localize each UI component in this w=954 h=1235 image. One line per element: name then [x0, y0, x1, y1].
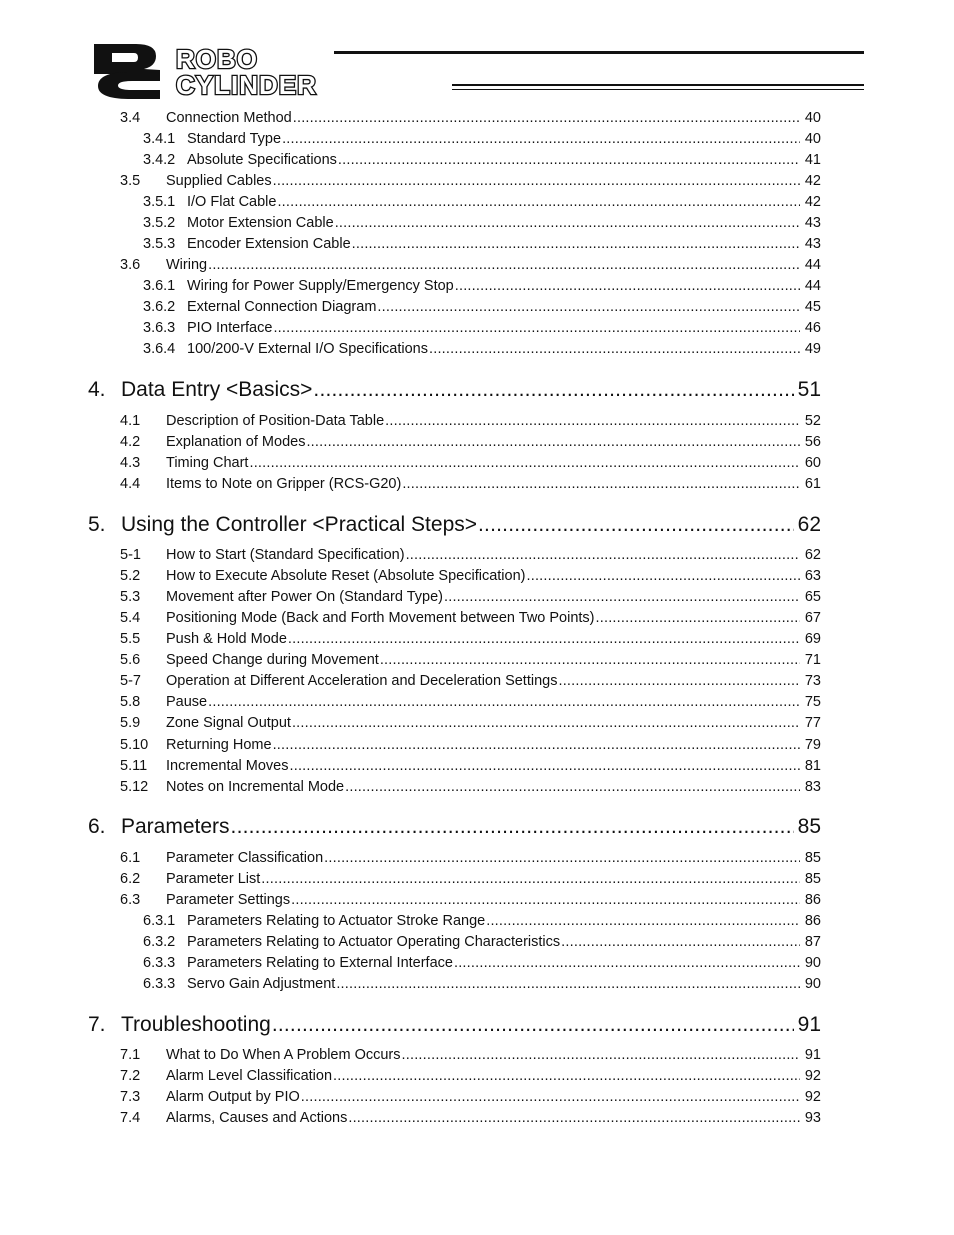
- dot-leader: [455, 276, 800, 296]
- toc-number: 6.2: [120, 871, 141, 887]
- toc-page: 86: [804, 913, 821, 929]
- toc-page: 83: [804, 779, 821, 795]
- toc-number: 6.3.3: [143, 955, 176, 971]
- toc-page: 93: [804, 1110, 821, 1126]
- toc-number: 5.6: [120, 652, 141, 668]
- toc-title: Parameter List: [166, 871, 261, 887]
- toc-number: 3.4.1: [143, 131, 176, 147]
- toc-number: 7.2: [120, 1068, 141, 1084]
- toc-title: Data Entry <Basics>: [121, 378, 313, 401]
- toc-number: 5.2: [120, 568, 141, 584]
- toc-entry[interactable]: [0, 545, 954, 565]
- toc-entry[interactable]: [0, 777, 954, 797]
- toc-title: Description of Position-Data Table: [166, 413, 385, 429]
- toc-title: Parameters: [121, 815, 230, 838]
- toc-page: 49: [804, 341, 821, 357]
- toc-number: 4.1: [120, 413, 141, 429]
- dot-leader: [380, 650, 800, 670]
- toc-title: Timing Chart: [166, 455, 249, 471]
- toc-entry[interactable]: [0, 692, 954, 712]
- toc-page: 42: [804, 173, 821, 189]
- toc-number: 5.10: [120, 737, 149, 753]
- toc-number: 7.3: [120, 1089, 141, 1105]
- toc-title: What to Do When A Problem Occurs: [166, 1047, 401, 1063]
- toc-entry[interactable]: [0, 234, 954, 254]
- toc-title: Movement after Power On (Standard Type): [166, 589, 443, 605]
- toc-title: Notes on Incremental Mode: [166, 779, 345, 795]
- toc-title: Parameter Classification: [166, 850, 324, 866]
- dot-leader: [402, 474, 800, 494]
- toc-title: Standard Type: [187, 131, 282, 147]
- toc-entry[interactable]: [0, 869, 954, 889]
- toc-number: 3.6.2: [143, 299, 176, 315]
- dot-leader: [486, 911, 800, 931]
- toc-entry[interactable]: [0, 587, 954, 607]
- toc-number: 5.12: [120, 779, 149, 795]
- toc-number: 5.: [88, 513, 106, 536]
- toc-page: 46: [804, 320, 821, 336]
- toc-number: 5.11: [120, 758, 148, 774]
- toc-page: 85: [797, 815, 821, 838]
- dot-leader: [313, 375, 794, 405]
- toc-number: 6.1: [120, 850, 141, 866]
- brand-robo: ROBO: [176, 44, 258, 74]
- toc-number: 5-1: [120, 547, 141, 563]
- toc-entry[interactable]: [0, 171, 954, 191]
- toc-title: Alarm Level Classification: [166, 1068, 333, 1084]
- toc-page: 43: [804, 236, 821, 252]
- dot-leader: [526, 566, 800, 586]
- dot-leader: [345, 777, 800, 797]
- toc-title: Wiring for Power Supply/Emergency Stop: [187, 278, 454, 294]
- toc-entry[interactable]: [0, 848, 954, 868]
- toc-title: Speed Change during Movement: [166, 652, 379, 668]
- toc-title: PIO Interface: [187, 320, 273, 336]
- toc-title: Items to Note on Gripper (RCS-G20): [166, 476, 402, 492]
- toc-entry[interactable]: [0, 735, 954, 755]
- toc-title: I/O Flat Cable: [187, 194, 277, 210]
- toc-page: 63: [804, 568, 821, 584]
- toc-page: 91: [797, 1013, 821, 1036]
- toc-page: 41: [804, 152, 821, 168]
- toc-entry[interactable]: [0, 1045, 954, 1065]
- toc-page: 75: [804, 694, 821, 710]
- toc-page: 62: [804, 547, 821, 563]
- toc-entry[interactable]: [0, 318, 954, 338]
- toc-number: 3.5.1: [143, 194, 176, 210]
- toc-title: Operation at Different Acceleration and Deceleration Settings: [166, 673, 558, 689]
- toc-page: 43: [804, 215, 821, 231]
- toc-page: 52: [804, 413, 821, 429]
- toc-page: 45: [804, 299, 821, 315]
- dot-leader: [402, 1045, 800, 1065]
- toc-entry[interactable]: [0, 713, 954, 733]
- toc-entry[interactable]: [0, 474, 954, 494]
- toc-title: Parameters Relating to Actuator Stroke Range: [187, 913, 486, 929]
- toc-title: Alarm Output by PIO: [166, 1089, 300, 1105]
- dot-leader: [335, 213, 800, 233]
- toc-page: 67: [804, 610, 821, 626]
- toc-entry[interactable]: [0, 339, 954, 359]
- toc-number: 4.2: [120, 434, 141, 450]
- toc-entry[interactable]: [0, 411, 954, 431]
- dot-leader: [429, 339, 800, 359]
- dot-leader: [288, 629, 800, 649]
- toc-number: 7.: [88, 1013, 106, 1036]
- dot-leader: [377, 297, 800, 317]
- dot-leader: [282, 129, 800, 149]
- dot-leader: [385, 411, 800, 431]
- toc-title: External Connection Diagram: [187, 299, 377, 315]
- toc-title: Zone Signal Output: [166, 715, 291, 731]
- dot-leader: [291, 890, 800, 910]
- dot-leader: [348, 1108, 800, 1128]
- toc-page: 71: [804, 652, 821, 668]
- dot-leader: [561, 932, 800, 952]
- toc-number: 3.4.2: [143, 152, 176, 168]
- toc-title: Using the Controller <Practical Steps>: [121, 513, 478, 536]
- dot-leader: [292, 713, 800, 733]
- toc-entry[interactable]: [0, 650, 954, 670]
- toc-number: 4.4: [120, 476, 141, 492]
- toc-entry[interactable]: [0, 432, 954, 452]
- dot-leader: [208, 255, 800, 275]
- dot-leader: [352, 234, 800, 254]
- dot-leader: [406, 545, 800, 565]
- toc-title: Supplied Cables: [166, 173, 272, 189]
- dot-leader: [208, 692, 800, 712]
- toc-title: Parameters Relating to External Interface: [187, 955, 453, 971]
- toc-number: 3.6.3: [143, 320, 176, 336]
- toc-entry[interactable]: [0, 1087, 954, 1107]
- toc-page: 44: [804, 278, 821, 294]
- dot-leader: [338, 150, 800, 170]
- toc-number: 5.5: [120, 631, 141, 647]
- toc-number: 3.6.1: [143, 278, 176, 294]
- toc-page: 51: [797, 378, 821, 401]
- dot-leader: [306, 432, 800, 452]
- toc-chapter[interactable]: [0, 510, 954, 540]
- toc-title: Motor Extension Cable: [187, 215, 334, 231]
- toc-page: 65: [804, 589, 821, 605]
- toc-page: 81: [804, 758, 821, 774]
- toc-title: Wiring: [166, 257, 208, 273]
- toc-entry[interactable]: [0, 453, 954, 473]
- toc-entry[interactable]: [0, 150, 954, 170]
- toc-number: 5.9: [120, 715, 141, 731]
- toc-page: 60: [804, 455, 821, 471]
- toc-title: How to Execute Absolute Reset (Absolute Specification): [166, 568, 526, 584]
- brand-cylinder: CYLINDER: [176, 70, 317, 100]
- toc-entry[interactable]: [0, 608, 954, 628]
- toc-number: 4.3: [120, 455, 141, 471]
- dot-leader: [290, 756, 801, 776]
- toc-entry[interactable]: [0, 1108, 954, 1128]
- toc-title: Servo Gain Adjustment: [187, 976, 336, 992]
- toc-title: Push & Hold Mode: [166, 631, 287, 647]
- toc-entry[interactable]: [0, 129, 954, 149]
- toc-entry[interactable]: [0, 911, 954, 931]
- toc-number: 4.: [88, 378, 106, 401]
- toc-page: 42: [804, 194, 821, 210]
- toc-number: 3.6.4: [143, 341, 176, 357]
- toc-title: Pause: [166, 694, 208, 710]
- toc-page: 56: [804, 434, 821, 450]
- toc-page: 91: [804, 1047, 821, 1063]
- toc-title: Parameter Settings: [166, 892, 291, 908]
- dot-leader: [273, 318, 800, 338]
- toc-number: 3.5.3: [143, 236, 176, 252]
- toc-number: 3.5: [120, 173, 141, 189]
- toc-page: 90: [804, 955, 821, 971]
- toc-entry[interactable]: [0, 276, 954, 296]
- toc-chapter[interactable]: [0, 1010, 954, 1040]
- toc-page: 69: [804, 631, 821, 647]
- dot-leader: [333, 1066, 800, 1086]
- toc-entry[interactable]: [0, 953, 954, 973]
- toc-page: 44: [804, 257, 821, 273]
- toc-entry[interactable]: [0, 1066, 954, 1086]
- toc-entry[interactable]: [0, 932, 954, 952]
- dot-leader: [261, 869, 800, 889]
- dot-leader: [324, 848, 800, 868]
- toc-page: 92: [804, 1089, 821, 1105]
- toc-chapter[interactable]: [0, 375, 954, 405]
- toc-page: 85: [804, 850, 821, 866]
- toc-number: 3.5.2: [143, 215, 176, 231]
- toc-number: 3.6: [120, 257, 141, 273]
- dot-leader: [249, 453, 800, 473]
- toc-number: 6.3: [120, 892, 141, 908]
- toc-page: 77: [804, 715, 821, 731]
- dot-leader: [558, 671, 800, 691]
- toc-entry[interactable]: [0, 756, 954, 776]
- toc-number: 6.3.2: [143, 934, 176, 950]
- toc-page: 40: [804, 110, 821, 126]
- toc-page: 92: [804, 1068, 821, 1084]
- toc-page: 61: [804, 476, 821, 492]
- toc-number: 6.: [88, 815, 106, 838]
- toc-page: 79: [804, 737, 821, 753]
- toc-entry[interactable]: [0, 629, 954, 649]
- toc-page: 86: [804, 892, 821, 908]
- dot-leader: [293, 108, 800, 128]
- dot-leader: [301, 1087, 800, 1107]
- toc-page: 90: [804, 976, 821, 992]
- toc-title: Parameters Relating to Actuator Operating Characteristics: [187, 934, 561, 950]
- toc-number: 3.4: [120, 110, 141, 126]
- toc-entry[interactable]: [0, 566, 954, 586]
- dot-leader: [273, 171, 800, 191]
- toc-number: 5.4: [120, 610, 141, 626]
- toc-title: Returning Home: [166, 737, 272, 753]
- dot-leader: [596, 608, 800, 628]
- toc-page: 40: [804, 131, 821, 147]
- dot-leader: [277, 192, 800, 212]
- toc-entry[interactable]: [0, 974, 954, 994]
- toc-entry[interactable]: [0, 890, 954, 910]
- toc-entry[interactable]: [0, 192, 954, 212]
- toc-entry[interactable]: [0, 671, 954, 691]
- toc-number: 5.8: [120, 694, 141, 710]
- dot-leader: [444, 587, 800, 607]
- toc-entry[interactable]: [0, 213, 954, 233]
- toc-page: 85: [804, 871, 821, 887]
- dot-leader: [272, 1010, 794, 1040]
- toc-title: Encoder Extension Cable: [187, 236, 351, 252]
- toc-number: 5.3: [120, 589, 141, 605]
- toc-chapter[interactable]: [0, 812, 954, 842]
- dot-leader: [336, 974, 800, 994]
- toc-entry[interactable]: [0, 297, 954, 317]
- toc-title: Absolute Specifications: [187, 152, 337, 168]
- dot-leader: [454, 953, 800, 973]
- toc-entry[interactable]: [0, 108, 954, 128]
- toc-title: Connection Method: [166, 110, 292, 126]
- toc-title: 100/200-V External I/O Specifications: [187, 341, 428, 357]
- toc-title: Positioning Mode (Back and Forth Movement between Two Points): [166, 610, 595, 626]
- toc-number: 5-7: [120, 673, 141, 689]
- toc-number: 7.1: [120, 1047, 141, 1063]
- dot-leader: [231, 812, 794, 842]
- dot-leader: [273, 735, 800, 755]
- toc-entry[interactable]: [0, 255, 954, 275]
- toc-title: Alarms, Causes and Actions: [166, 1110, 348, 1126]
- dot-leader: [478, 510, 794, 540]
- toc-number: 6.3.1: [143, 913, 176, 929]
- toc-title: Troubleshooting: [121, 1013, 271, 1036]
- toc-title: Explanation of Modes: [166, 434, 306, 450]
- toc-title: Incremental Moves: [166, 758, 289, 774]
- toc-number: 6.3.3: [143, 976, 176, 992]
- toc-page: 73: [804, 673, 821, 689]
- toc-number: 7.4: [120, 1110, 141, 1126]
- toc-title: How to Start (Standard Specification): [166, 547, 405, 563]
- toc-page: 87: [804, 934, 821, 950]
- toc-page: 62: [797, 513, 821, 536]
